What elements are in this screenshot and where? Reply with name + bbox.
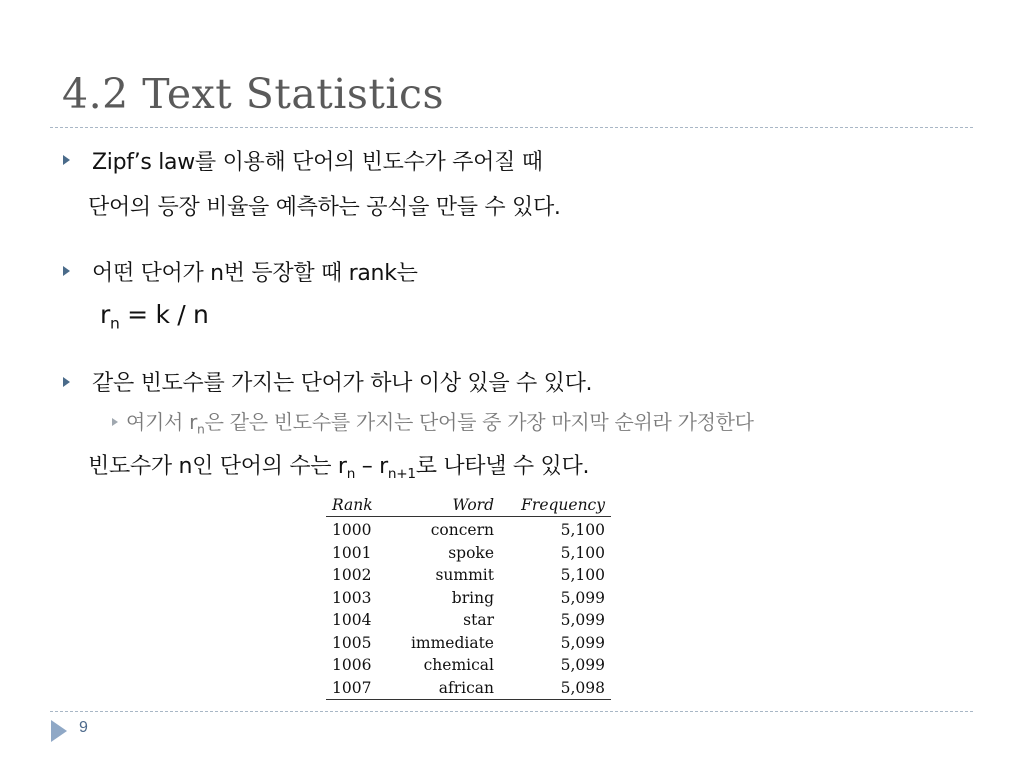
header-frequency: Frequency [500, 493, 611, 517]
footer-arrow-icon [51, 720, 67, 742]
cell-frequency: 5,099 [560, 633, 605, 652]
table-row [326, 677, 611, 700]
cell-word: african [400, 677, 500, 700]
bullet-3-line-3 [88, 449, 589, 480]
line-3-middle: – r [355, 454, 388, 479]
line-3-subscript-n1: n+1 [387, 465, 416, 482]
line-3-prefix: 빈도수가 n인 단어의 수는 r [88, 454, 347, 479]
rank-formula [100, 300, 209, 333]
title-divider [50, 127, 973, 128]
word-frequency-table [326, 493, 611, 700]
bullet-marker [63, 266, 70, 276]
line-3-suffix: 로 나타낼 수 있다. [415, 454, 590, 479]
header-rank: Rank [326, 493, 400, 517]
bullet-3-line-1: 같은 빈도수를 가지는 단어가 하나 이상 있을 수 있다. [92, 371, 593, 396]
page-number: 9 [79, 719, 88, 736]
header-word: Word [400, 493, 500, 517]
cell-word: concern [430, 521, 494, 540]
slide-title: 4.2 Text Statistics [62, 70, 445, 118]
cell-rank: 1004 [332, 611, 372, 630]
cell-frequency: 5,100 [560, 543, 605, 562]
formula-subscript-n: n [109, 314, 120, 333]
sub-bullet-text [126, 406, 754, 435]
table-row [326, 654, 611, 677]
cell-rank: 1000 [332, 521, 372, 540]
cell-frequency: 5,100 [560, 521, 605, 540]
cell-frequency: 5,098 [500, 677, 611, 700]
sub-bullet-subscript-n: n [197, 421, 205, 437]
formula-r: r [100, 300, 110, 329]
cell-frequency: 5,100 [560, 566, 605, 585]
cell-word: spoke [448, 543, 494, 562]
cell-word: bring [451, 588, 494, 607]
bullet-1-line-2: 단어의 등장 비율을 예측하는 공식을 만들 수 있다. [88, 195, 561, 220]
bullet-1-line-1: Zipf’s law를 이용해 단어의 빈도수가 주어질 때 [92, 150, 543, 175]
cell-rank: 1001 [332, 543, 372, 562]
table-row [326, 609, 611, 632]
table-row [326, 542, 611, 565]
cell-word: chemical [423, 656, 494, 675]
footer-divider [50, 711, 973, 712]
line-3-subscript-n: n [346, 465, 356, 482]
table-row [326, 517, 611, 542]
formula-rest: = k / n [119, 300, 209, 329]
cell-rank: 1006 [332, 656, 372, 675]
cell-rank: 1005 [332, 633, 372, 652]
table-row [326, 564, 611, 587]
table-row [326, 587, 611, 610]
cell-rank: 1003 [332, 588, 372, 607]
cell-rank: 1007 [326, 677, 400, 700]
cell-word: immediate [410, 633, 494, 652]
bullet-2-line-1: 어떤 단어가 n번 등장할 때 rank는 [92, 261, 418, 286]
cell-word: star [463, 611, 494, 630]
bullet-marker [63, 377, 70, 387]
cell-rank: 1002 [332, 566, 372, 585]
table-header-row [326, 493, 611, 517]
cell-frequency: 5,099 [560, 611, 605, 630]
cell-word: summit [435, 566, 494, 585]
sub-bullet-prefix: 여기서 r [126, 410, 198, 434]
sub-bullet-marker [112, 418, 118, 426]
sub-bullet-suffix: 은 같은 빈도수를 가지는 단어들 중 가장 마지막 순위라 가정한다 [204, 410, 754, 434]
bullet-marker [63, 155, 70, 165]
cell-frequency: 5,099 [560, 656, 605, 675]
cell-frequency: 5,099 [560, 588, 605, 607]
table-row [326, 632, 611, 655]
